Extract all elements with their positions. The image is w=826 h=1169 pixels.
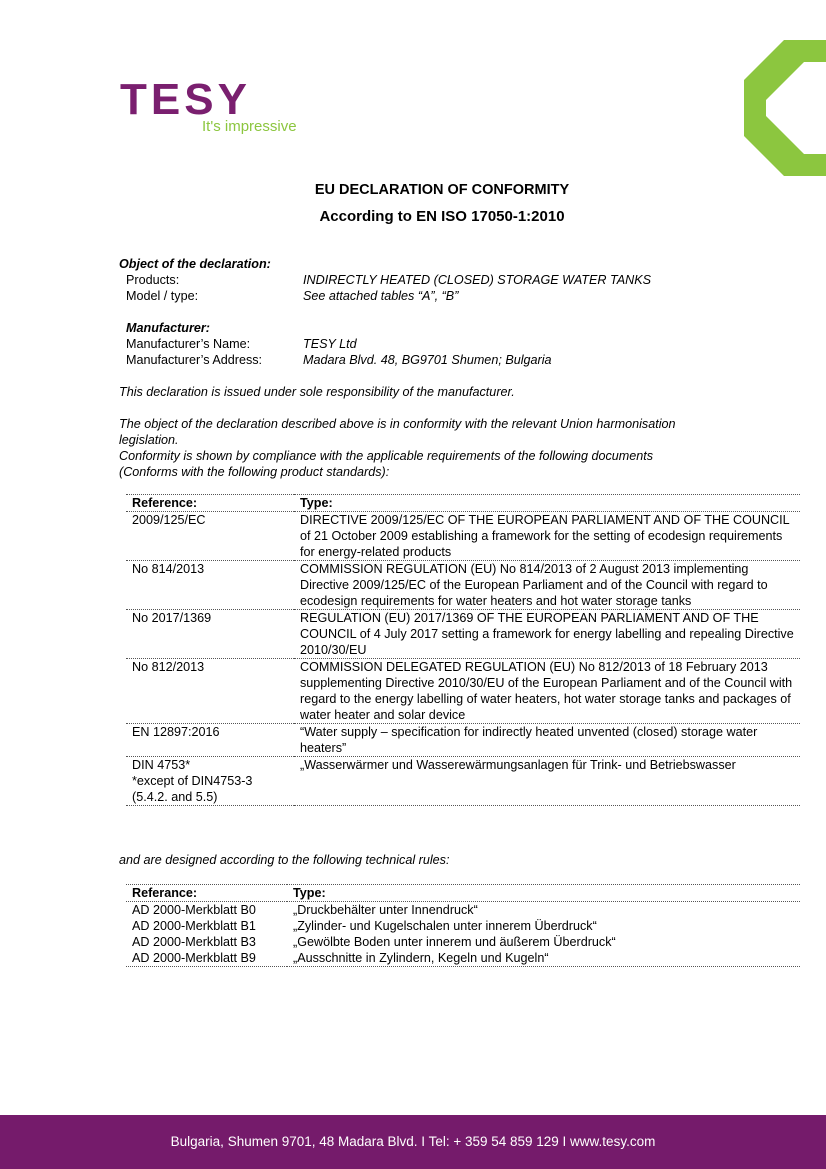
- type-cell: „Wasserwärmer und Wasserewärmungsanlagen für Trink- und Betriebswasser: [300, 758, 736, 772]
- table-row: [126, 610, 800, 659]
- conformity-statement-line1: The object of the declaration described above is in conformity with the relevant Union harmonisation: [119, 417, 676, 431]
- type-cell: „Zylinder- und Kugelschalen unter innerem Überdruck“: [293, 919, 597, 933]
- reference-note: (5.4.2. and 5.5): [132, 790, 218, 804]
- type-cell: „Gewölbte Boden unter innerem und äußerem Überdruck“: [293, 935, 616, 949]
- reference-cell: No 814/2013: [132, 562, 205, 576]
- manufacturer-name-value: TESY Ltd: [303, 337, 357, 351]
- table-header-row: [126, 885, 800, 902]
- reference-cell: AD 2000-Merkblatt B9: [132, 951, 256, 965]
- type-cell: “Water supply – specification for indirectly heated unvented (closed) storage water heaters”: [300, 725, 758, 755]
- table-row: [126, 934, 800, 950]
- table-row: [126, 902, 800, 919]
- reference-header: Referance:: [132, 886, 198, 900]
- object-heading: Object of the declaration:: [119, 257, 271, 271]
- doc-title: EU DECLARATION OF CONFORMITY: [314, 182, 570, 198]
- table-row: [126, 724, 800, 757]
- responsibility-statement: This declaration is issued under sole responsibility of the manufacturer.: [119, 385, 515, 399]
- reference-line: DIN 4753*: [132, 758, 191, 772]
- manufacturer-name-label: Manufacturer’s Name:: [126, 337, 251, 351]
- reference-cell: AD 2000-Merkblatt B1: [132, 919, 256, 933]
- type-cell: DIRECTIVE 2009/125/EC OF THE EUROPEAN PARLIAMENT AND OF THE COUNCIL of 21 October 2009 establishing a framework for the setting of ecodesign requirements for energy-related products: [300, 513, 790, 559]
- footer-contact-text: Bulgaria, Shumen 9701, 48 Madara Blvd. I Tel: + 359 54 859 129 I www.tesy.com: [170, 1134, 656, 1149]
- reference-note: *except of DIN4753-3: [132, 774, 253, 788]
- reference-cell: AD 2000-Merkblatt B3: [132, 935, 256, 949]
- type-cell: REGULATION (EU) 2017/1369 OF THE EUROPEAN PARLIAMENT AND OF THE COUNCIL of 4 July 2017 setting a framework for energy labelling and repealing Directive 2010/30/EU: [300, 611, 794, 657]
- logo-tagline: It's impressive: [202, 118, 297, 135]
- table-row: [126, 950, 800, 967]
- decorative-bracket-icon: [744, 40, 826, 176]
- tesy-logo: [120, 75, 310, 138]
- conformity-statement-line2: legislation.: [119, 433, 179, 447]
- table-header-row: [126, 495, 800, 512]
- reference-cell: EN 12897:2016: [132, 725, 220, 739]
- table-row: [126, 918, 800, 934]
- manufacturer-address-value: Madara Blvd. 48, BG9701 Shumen; Bulgaria: [303, 353, 552, 367]
- type-cell: „Druckbehälter unter Innendruck“: [293, 903, 478, 917]
- manufacturer-heading: Manufacturer:: [126, 321, 210, 335]
- technical-rules-statement: and are designed according to the following technical rules:: [119, 853, 450, 867]
- reference-cell: 2009/125/EC: [132, 513, 206, 527]
- reference-cell: [126, 757, 294, 806]
- type-cell: COMMISSION REGULATION (EU) No 814/2013 of 2 August 2013 implementing Directive 2009/125/EC of the European Parliament and of the Council with regard to ecodesign requirements for water heaters and hot water storage tanks: [300, 562, 768, 608]
- model-label: Model / type:: [126, 289, 199, 303]
- reference-cell: No 2017/1369: [132, 611, 212, 625]
- doc-subtitle: According to EN ISO 17050-1:2010: [319, 208, 565, 225]
- table-row: [126, 659, 800, 724]
- compliance-statement-line2: (Conforms with the following product standards):: [119, 465, 390, 479]
- standards-table: [126, 494, 800, 806]
- technical-rules-table: [126, 884, 800, 967]
- reference-cell: No 812/2013: [132, 660, 205, 674]
- reference-header: Reference:: [132, 496, 198, 510]
- type-header: Type:: [293, 886, 326, 900]
- reference-cell: AD 2000-Merkblatt B0: [132, 903, 256, 917]
- table-row: [126, 757, 800, 806]
- products-label: Products:: [126, 273, 180, 287]
- type-cell: COMMISSION DELEGATED REGULATION (EU) No 812/2013 of 18 February 2013 supplementing Directive 2010/30/EU of the European Parliament and of the Council with regard to the energy labelling of water heaters, hot water storage tanks and packages of water heater and solar device: [300, 660, 793, 722]
- manufacturer-address-label: Manufacturer’s Address:: [126, 353, 263, 367]
- type-header: Type:: [300, 496, 333, 510]
- table-row: [126, 561, 800, 610]
- logo-wordmark: TESY: [120, 75, 251, 124]
- model-value: See attached tables “A”, “B”: [303, 289, 459, 303]
- footer-bar: [0, 1115, 826, 1169]
- type-cell: „Ausschnitte in Zylindern, Kegeln und Kugeln“: [293, 951, 549, 965]
- compliance-statement-line1: Conformity is shown by compliance with the applicable requirements of the following documents: [119, 449, 654, 463]
- table-row: [126, 512, 800, 561]
- products-value: INDIRECTLY HEATED (CLOSED) STORAGE WATER TANKS: [303, 273, 652, 287]
